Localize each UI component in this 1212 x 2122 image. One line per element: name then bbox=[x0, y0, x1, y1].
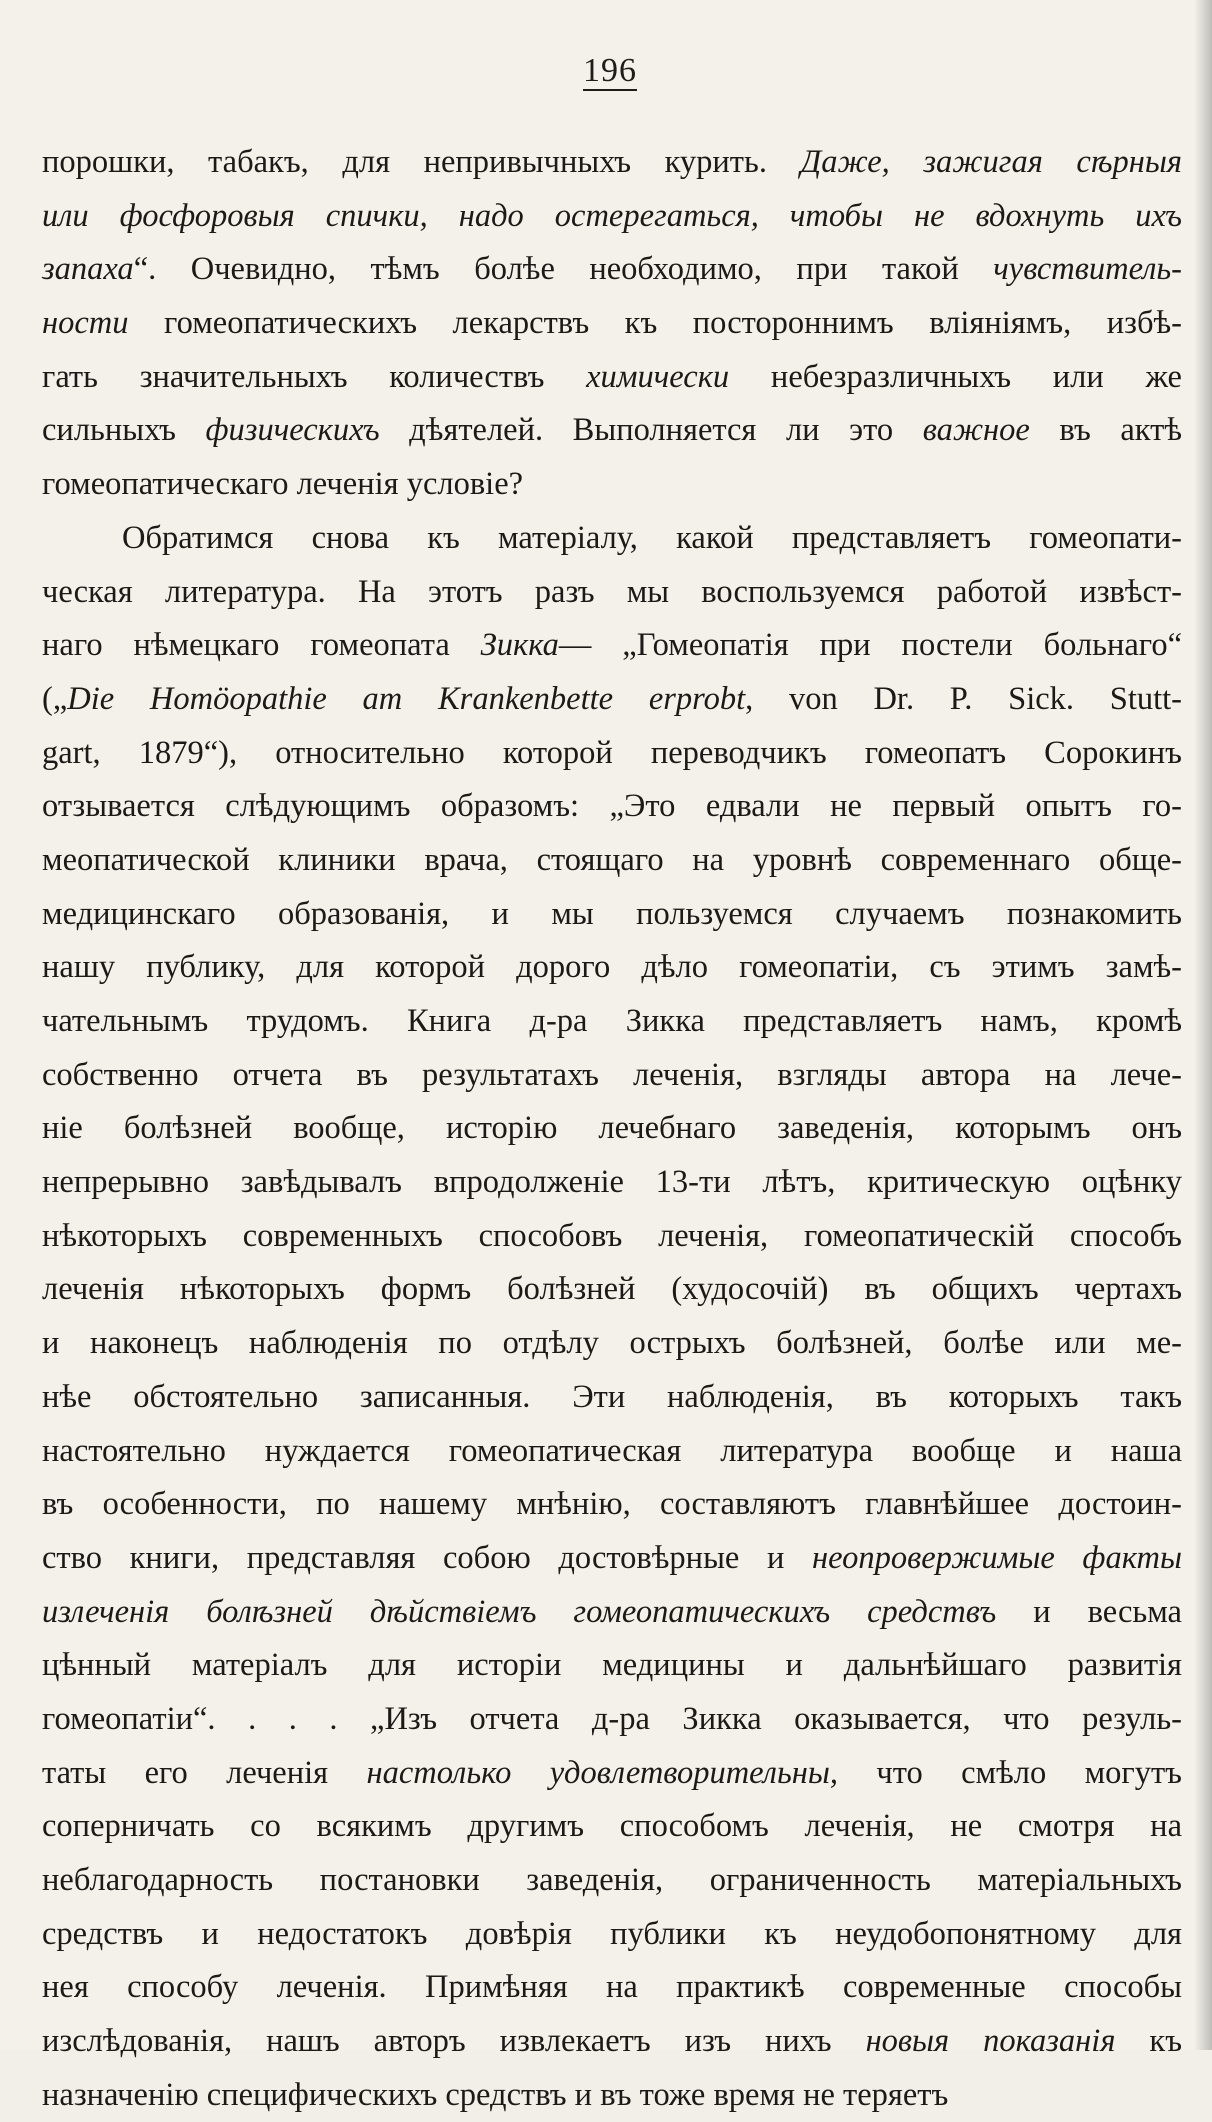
text-line bbox=[42, 1908, 1182, 1962]
text-segment: ніе болѣзней вообще, исторію лечебнаго заведенія, которымъ онъ bbox=[42, 1110, 1182, 1147]
text-segment: отзывается слѣдующимъ образомъ: „Это едвали не первый опытъ го- bbox=[42, 788, 1182, 825]
body-text bbox=[42, 136, 1182, 2122]
text-line bbox=[42, 673, 1182, 727]
text-segment: наго нѣмецкаго гомеопата bbox=[42, 627, 481, 664]
text-segment: и весьма bbox=[996, 1593, 1182, 1630]
italic-text: Зикка bbox=[480, 627, 559, 664]
text-line bbox=[42, 1156, 1182, 1210]
italic-text: ности bbox=[42, 305, 129, 342]
text-segment: соперничать со всякимъ другимъ способомъ леченія, не смотря на bbox=[42, 1808, 1182, 1845]
text-line bbox=[42, 1532, 1182, 1586]
text-line bbox=[42, 1639, 1182, 1693]
text-line bbox=[42, 888, 1182, 942]
text-line bbox=[42, 2015, 1182, 2069]
text-line bbox=[42, 136, 1182, 190]
text-line bbox=[42, 1747, 1182, 1801]
italic-text: Die Homöopathie am Krankenbette erprobt bbox=[67, 680, 746, 717]
italic-text: физическихъ bbox=[205, 412, 380, 449]
text-segment: чательнымъ трудомъ. Книга д-ра Зикка представляетъ намъ, кромѣ bbox=[42, 1003, 1182, 1039]
text-line bbox=[42, 2069, 1182, 2122]
text-line bbox=[42, 1693, 1182, 1747]
italic-text: чувствитель- bbox=[993, 251, 1182, 288]
text-line bbox=[42, 190, 1182, 244]
text-line bbox=[42, 1371, 1182, 1425]
text-segment: — „Гомеопатія при постели больнаго“ bbox=[558, 627, 1182, 664]
text-segment: гомеопатическихъ лекарствъ къ постороннимъ вліяніямъ, избѣ- bbox=[128, 305, 1182, 342]
text-line bbox=[42, 1425, 1182, 1479]
text-segment: небезразличныхъ или же bbox=[729, 358, 1182, 395]
text-line bbox=[42, 1049, 1182, 1103]
text-segment: дѣятелей. Выполняется ли это bbox=[379, 412, 923, 449]
text-segment: цѣнный матеріалъ для исторіи медицины и дальнѣйшаго развитія bbox=[42, 1647, 1182, 1684]
text-line bbox=[42, 1586, 1182, 1640]
text-segment: средствъ и недостатокъ довѣрія публики къ неудобопонятному для bbox=[42, 1915, 1182, 1952]
text-line bbox=[42, 1317, 1182, 1371]
text-line bbox=[42, 458, 1182, 512]
text-segment: неблагодарность постановки заведенія, ограниченность матеріальныхъ bbox=[42, 1862, 1182, 1898]
text-line bbox=[42, 941, 1182, 995]
italic-text: новыя показанія bbox=[865, 2023, 1116, 2060]
text-line bbox=[42, 1210, 1182, 1264]
text-line bbox=[42, 834, 1182, 888]
text-segment: изслѣдованія, нашъ авторъ извлекаетъ изъ нихъ bbox=[42, 2023, 866, 2060]
text-segment: въ актѣ bbox=[1029, 412, 1182, 449]
text-segment: въ особенности, по нашему мнѣнію, составляютъ главнѣйшее достоин- bbox=[42, 1486, 1182, 1523]
text-segment: настоятельно нуждается гомеопатическая литература вообще и наша bbox=[42, 1432, 1182, 1469]
text-line bbox=[42, 727, 1182, 781]
text-line bbox=[42, 995, 1182, 1049]
text-segment: къ bbox=[1115, 2023, 1182, 2060]
text-line bbox=[42, 1961, 1182, 2015]
text-segment: порошки, табакъ, для непривычныхъ курить. bbox=[42, 144, 801, 180]
text-line bbox=[42, 243, 1182, 297]
text-line bbox=[42, 297, 1182, 351]
text-segment: , von Dr. P. Sick. Stutt- bbox=[745, 680, 1182, 717]
text-line bbox=[42, 1478, 1182, 1532]
italic-text: важное bbox=[922, 412, 1030, 449]
italic-text: запаха bbox=[42, 251, 134, 288]
page-edge-shadow bbox=[1194, 0, 1212, 2050]
text-segment: “. Очевидно, тѣмъ болѣе необходимо, при такой bbox=[133, 251, 994, 288]
text-line bbox=[42, 351, 1182, 405]
text-line bbox=[42, 404, 1182, 458]
text-line bbox=[42, 780, 1182, 834]
italic-text: химически bbox=[586, 358, 730, 395]
text-segment: нѣкоторыхъ современныхъ способовъ леченія, гомеопатическій способъ bbox=[42, 1217, 1182, 1254]
text-segment: гомеопатическаго леченія условіе? bbox=[42, 466, 524, 503]
text-segment: ство книги, представляя собою достовѣрные и bbox=[42, 1539, 813, 1576]
text-segment: что смѣло могутъ bbox=[838, 1754, 1182, 1791]
text-segment: („ bbox=[42, 680, 68, 717]
text-segment: леченія нѣкоторыхъ формъ болѣзней (худосочій) въ общихъ чертахъ bbox=[42, 1271, 1182, 1308]
italic-text: Даже, зажигая сѣрныя bbox=[800, 144, 1182, 180]
text-segment: медицинскаго образованія, и мы пользуемся случаемъ познакомить bbox=[42, 895, 1182, 932]
text-line bbox=[42, 1102, 1182, 1156]
page-number: 196 bbox=[583, 52, 637, 89]
text-segment: гать значительныхъ количествъ bbox=[42, 358, 587, 395]
text-line bbox=[42, 566, 1182, 620]
text-segment: Обратимся снова къ матеріалу, какой представляетъ гомеопати- bbox=[122, 519, 1182, 556]
text-segment: непрерывно завѣдывалъ впродолженіе 13-ти лѣтъ, критическую оцѣнку bbox=[42, 1164, 1182, 1201]
text-segment: собственно отчета въ результатахъ леченія, взгляды автора на лече- bbox=[42, 1056, 1182, 1093]
text-segment: нашу публику, для которой дорого дѣло гомеопатіи, съ этимъ замѣ- bbox=[42, 949, 1182, 986]
text-segment: нея способу леченія. Примѣняя на практикѣ современные способы bbox=[42, 1969, 1182, 2006]
text-segment: и наконецъ наблюденія по отдѣлу острыхъ болѣзней, болѣе или ме- bbox=[42, 1325, 1182, 1362]
text-segment: гомеопатіи“. . . . „Изъ отчета д-ра Зикка оказывается, что резуль- bbox=[42, 1700, 1182, 1737]
text-line bbox=[42, 512, 1182, 566]
text-segment: сильныхъ bbox=[42, 412, 206, 449]
text-segment: gart, 1879“), относительно которой переводчикъ гомеопатъ Сорокинъ bbox=[42, 734, 1182, 771]
text-line bbox=[42, 1854, 1182, 1908]
text-line bbox=[42, 619, 1182, 673]
italic-text: настолько удовлетворительны, bbox=[366, 1754, 839, 1791]
text-segment: таты его леченія bbox=[42, 1754, 367, 1791]
text-line bbox=[42, 1800, 1182, 1854]
text-segment: меопатической клиники врача, стоящаго на уровнѣ современнаго обще- bbox=[42, 841, 1182, 878]
text-segment: назначенію специфическихъ средствъ и въ тоже время не теряетъ bbox=[42, 2076, 949, 2113]
italic-text: или фосфоровыя спички, надо остерегаться, чтобы не вдохнуть ихъ bbox=[42, 197, 1182, 234]
italic-text: неопровержимые факты bbox=[812, 1539, 1182, 1576]
text-line bbox=[42, 1263, 1182, 1317]
italic-text: излеченія болѣзней дѣйствіемъ гомеопатическихъ средствъ bbox=[42, 1593, 997, 1630]
text-segment: ческая литература. На этотъ разъ мы воспользуемся работой извѣст- bbox=[42, 573, 1182, 610]
text-segment: нѣе обстоятельно записанныя. Эти наблюденія, въ которыхъ такъ bbox=[42, 1378, 1182, 1415]
